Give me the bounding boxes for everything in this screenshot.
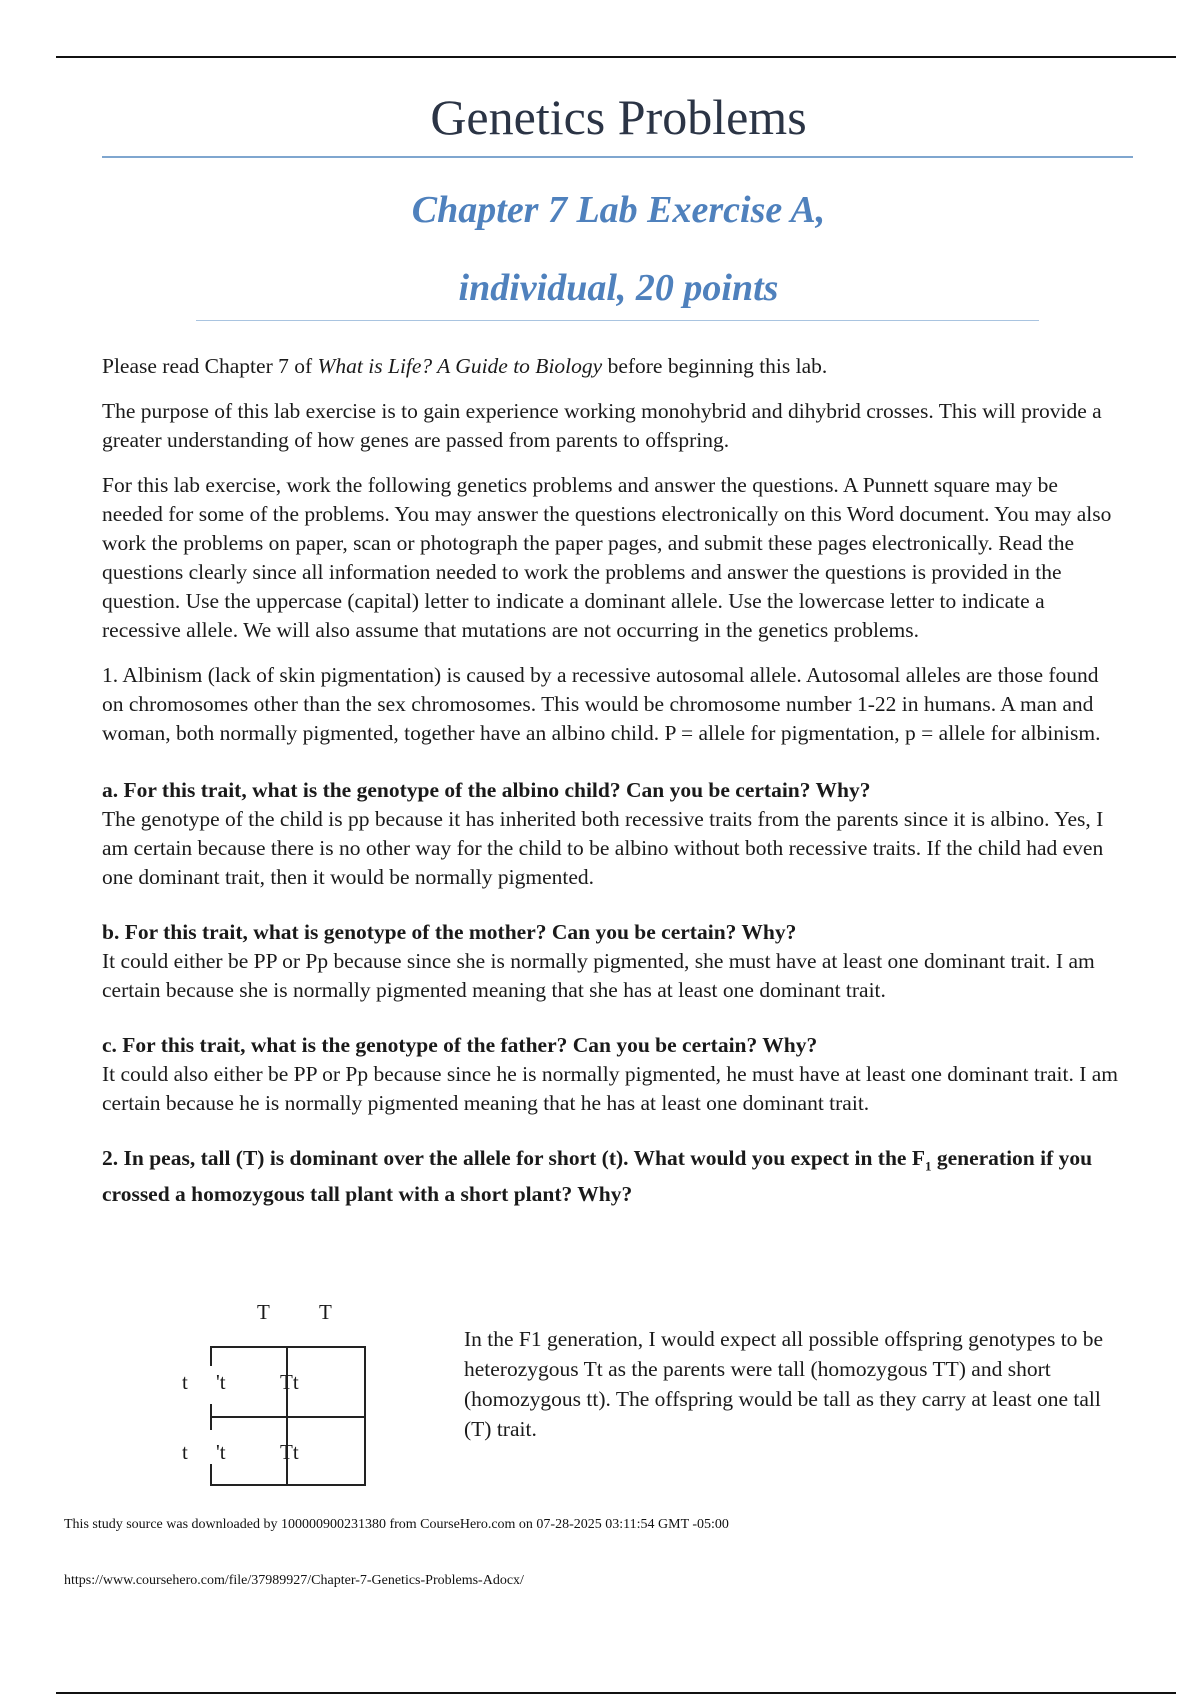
- document-body: [102, 352, 1122, 1209]
- subtitle-line-1: Chapter 7 Lab Exercise A,: [411, 189, 826, 231]
- bottom-rule: [56, 1692, 1176, 1694]
- punnett-grid-line: [210, 1464, 212, 1486]
- question-2-prompt: 2. In peas, tall (T) is dominant over the allele for short (t). What would you expect in the $F_1$ generation if you crossed a homozygous tall plant with a short plant? Why?: [102, 1146, 1093, 1207]
- punnett-grid-line: [210, 1346, 212, 1366]
- answer-1c: It could also either be PP or Pp because since he is normally pigmented, he must have at least one dominant trait. I am certain because he is normally pigmented meaning that he has at least one dominant trait.: [102, 1062, 1119, 1115]
- intro-paragraph-1: Please read Chapter 7 of What is Life? A Guide to Biology before beginning this lab.: [102, 354, 828, 378]
- punnett-cell: 't: [216, 1440, 226, 1464]
- punnett-left-allele-2: t: [182, 1440, 188, 1464]
- title-underline: [102, 156, 1133, 158]
- punnett-top-allele-2: T: [319, 1300, 332, 1324]
- punnett-cell: 't: [216, 1370, 226, 1394]
- punnett-square: [180, 1300, 380, 1490]
- answer-1b: It could either be PP or Pp because since she is normally pigmented, she must have at least one dominant trait. I am certain because she is normally pigmented meaning that she has at least one dominant trait.: [102, 949, 1095, 1002]
- question-1a: a. For this trait, what is the genotype of the albino child? Can you be certain? Why?: [102, 778, 871, 802]
- punnett-grid-line: [210, 1416, 366, 1418]
- punnett-grid-line: [286, 1346, 288, 1486]
- punnett-grid-line: [210, 1484, 366, 1486]
- intro-paragraph-3: For this lab exercise, work the following genetics problems and answer the questions. A Punnett square may be needed for some of the problems. You may answer the questions electronically on this Word document. You may also work the problems on paper, scan or photograph the paper pages, and submit these pages electronically. Read the questions clearly since all information needed to work the problems and answer the questions is provided in the question. Use the uppercase (capital) letter to indicate a dominant allele. Use the lowercase letter to indicate a recessive allele. We will also assume that mutations are not occurring in the genetics problems.: [102, 473, 1112, 642]
- source-url[interactable]: https://www.coursehero.com/file/37989927/Chapter-7-Genetics-Problems-Adocx/: [64, 1573, 524, 1588]
- top-rule: [56, 56, 1176, 58]
- punnett-left-allele-1: t: [182, 1370, 188, 1394]
- answer-2: In the F1 generation, I would expect all possible offspring genotypes to be heterozygous Tt as the parents were tall (homozygous TT) and short (homozygous tt). The offspring would be tall as they carry at least one tall (T) trait.: [464, 1327, 1104, 1441]
- question-1c: c. For this trait, what is the genotype of the father? Can you be certain? Why?: [102, 1033, 818, 1057]
- book-title: What is Life? A Guide to Biology: [317, 354, 603, 378]
- punnett-grid-line: [210, 1346, 366, 1348]
- punnett-grid-line: [364, 1346, 366, 1486]
- punnett-cell: Tt: [280, 1370, 299, 1394]
- download-note: This study source was downloaded by 100000900231380 from CourseHero.com on 07-28-2025 03:11:54 GMT -05:00: [64, 1517, 729, 1532]
- page-title: Genetics Problems: [430, 89, 807, 145]
- subtitle-line-2: individual, 20 points: [458, 267, 779, 309]
- question-1b: b. For this trait, what is genotype of the mother? Can you be certain? Why?: [102, 920, 797, 944]
- intro-paragraph-2: The purpose of this lab exercise is to gain experience working monohybrid and dihybrid crosses. This will provide a greater understanding of how genes are passed from parents to offspring.: [102, 399, 1102, 452]
- punnett-top-allele-1: T: [257, 1300, 270, 1324]
- punnett-cell: Tt: [280, 1440, 299, 1464]
- subtitle-underline: [196, 320, 1039, 321]
- punnett-grid-line: [210, 1404, 212, 1430]
- question-1-prompt: 1. Albinism (lack of skin pigmentation) is caused by a recessive autosomal allele. Autosomal alleles are those found on chromosomes other than the sex chromosomes. This would be chromosome number 1-22 in humans. A man and woman, both normally pigmented, together have an albino child. P = allele for pigmentation, p = allele for albinism.: [102, 663, 1101, 745]
- answer-1a: The genotype of the child is pp because it has inherited both recessive traits from the parents since it is albino. Yes, I am certain because there is no other way for the child to be albino without both recessive traits. If the child had even one dominant trait, then it would be normally pigmented.: [102, 807, 1104, 889]
